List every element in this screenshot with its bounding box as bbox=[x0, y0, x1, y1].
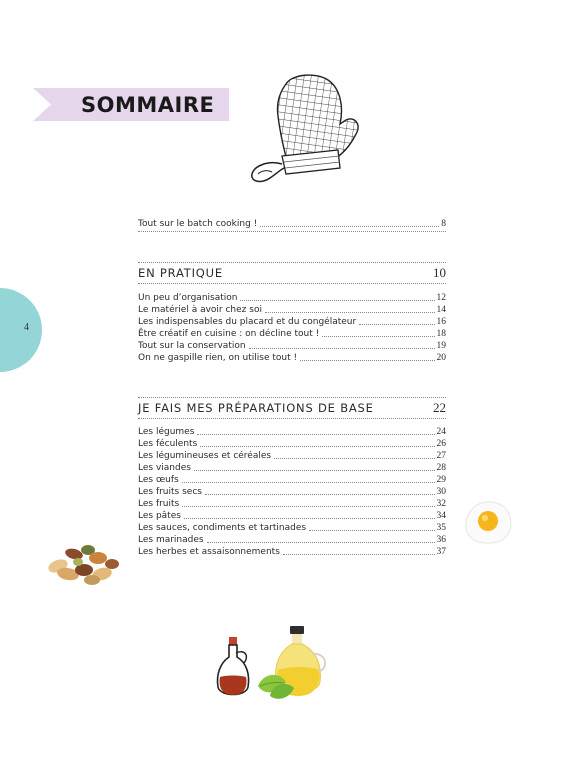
section-page: 10 bbox=[433, 265, 446, 280]
toc-entry-label: Un peu d’organisation bbox=[138, 293, 238, 303]
section-list bbox=[138, 292, 446, 364]
section-heading[interactable] bbox=[138, 262, 446, 284]
toc-entry[interactable] bbox=[138, 352, 446, 364]
toc-entry[interactable] bbox=[138, 534, 446, 546]
dot-leader bbox=[205, 493, 435, 495]
toc-entry[interactable] bbox=[138, 340, 446, 352]
nuts-icon bbox=[44, 540, 122, 588]
toc-entry[interactable] bbox=[138, 486, 446, 498]
section-title: EN PRATIQUE bbox=[138, 266, 223, 280]
toc-entry-label: Les fruits secs bbox=[138, 487, 202, 497]
dot-leader bbox=[182, 505, 434, 507]
toc-entry-page: 27 bbox=[436, 451, 446, 461]
section-title: JE FAIS MES PRÉPARATIONS DE BASE bbox=[138, 401, 374, 415]
dot-leader bbox=[197, 433, 434, 435]
toc-entry[interactable] bbox=[138, 316, 446, 328]
toc-intro bbox=[138, 218, 446, 232]
page-number: 4 bbox=[24, 322, 29, 333]
toc-entry-label: Tout sur le batch cooking ! bbox=[138, 219, 258, 229]
toc-entry[interactable] bbox=[138, 426, 446, 438]
toc-entry-label: Les œufs bbox=[138, 475, 179, 485]
toc-entry[interactable] bbox=[138, 438, 446, 450]
toc-entry-label: Les fruits bbox=[138, 499, 180, 509]
toc-entry-label: Les viandes bbox=[138, 463, 191, 473]
toc-entry-page: 37 bbox=[436, 547, 446, 557]
toc-entry-page: 35 bbox=[436, 523, 446, 533]
toc-entry-label: Les pâtes bbox=[138, 511, 181, 521]
dot-leader bbox=[300, 359, 434, 361]
toc-entry-label: Être créatif en cuisine : on décline tout ! bbox=[138, 329, 320, 339]
toc-entry-page: 24 bbox=[436, 427, 446, 437]
toc-entry[interactable] bbox=[138, 462, 446, 474]
toc-entry-label: Les légumes bbox=[138, 427, 195, 437]
toc-entry-page: 36 bbox=[436, 535, 446, 545]
toc-entry-label: On ne gaspille rien, on utilise tout ! bbox=[138, 353, 298, 363]
dot-leader bbox=[322, 335, 434, 337]
toc-entry-page: 12 bbox=[436, 293, 446, 303]
toc-entry-label: Les sauces, condiments et tartinades bbox=[138, 523, 307, 533]
toc-entry-page: 16 bbox=[436, 317, 446, 327]
toc-entry-page: 34 bbox=[436, 511, 446, 521]
toc-entry-page: 19 bbox=[436, 341, 446, 351]
toc-entry[interactable] bbox=[138, 522, 446, 534]
dot-leader bbox=[260, 225, 439, 227]
toc-entry-label: Les féculents bbox=[138, 439, 198, 449]
divider bbox=[138, 231, 446, 232]
toc-entry[interactable] bbox=[138, 510, 446, 522]
toc-entry-page: 20 bbox=[436, 353, 446, 363]
toc-entry-page: 30 bbox=[436, 487, 446, 497]
toc-entry-label: Les indispensables du placard et du congélateur bbox=[138, 317, 357, 327]
toc-entry[interactable] bbox=[138, 474, 446, 486]
dot-leader bbox=[265, 311, 435, 313]
toc-entry[interactable] bbox=[138, 292, 446, 304]
toc-entry-label: Les herbes et assaisonnements bbox=[138, 547, 280, 557]
toc-entry-page: 26 bbox=[436, 439, 446, 449]
dot-leader bbox=[274, 457, 434, 459]
toc-entry[interactable] bbox=[138, 304, 446, 316]
toc-entry-page: 28 bbox=[436, 463, 446, 473]
toc-entry-label: Le matériel à avoir chez soi bbox=[138, 305, 262, 315]
toc-entry-page: 18 bbox=[436, 329, 446, 339]
toc-entry-label: Les légumineuses et céréales bbox=[138, 451, 272, 461]
page-title: SOMMAIRE bbox=[81, 93, 215, 117]
dot-leader bbox=[359, 323, 434, 325]
section-page: 22 bbox=[433, 400, 446, 415]
toc-entry[interactable] bbox=[138, 450, 446, 462]
toc-entry[interactable] bbox=[138, 546, 446, 558]
toc-entry-page: 14 bbox=[436, 305, 446, 315]
dot-leader bbox=[207, 541, 435, 543]
dot-leader bbox=[200, 445, 434, 447]
toc-entry-page: 29 bbox=[436, 475, 446, 485]
toc-entry-page: 8 bbox=[441, 219, 446, 229]
dot-leader bbox=[283, 553, 435, 555]
toc-entry-label: Les marinades bbox=[138, 535, 204, 545]
dot-leader bbox=[309, 529, 434, 531]
section-heading[interactable] bbox=[138, 397, 446, 419]
toc-entry[interactable] bbox=[138, 218, 446, 230]
dot-leader bbox=[249, 347, 435, 349]
vinegar-bottle-icon bbox=[212, 635, 254, 701]
title-banner bbox=[33, 88, 229, 121]
section-list bbox=[138, 426, 446, 558]
toc-entry[interactable] bbox=[138, 498, 446, 510]
fried-egg-icon bbox=[463, 498, 513, 546]
toc-entry[interactable] bbox=[138, 328, 446, 340]
oven-mitt-icon bbox=[248, 72, 364, 184]
page-tab bbox=[0, 288, 42, 372]
dot-leader bbox=[240, 299, 434, 301]
toc-entry-page: 32 bbox=[436, 499, 446, 509]
toc-entry-label: Tout sur la conservation bbox=[138, 341, 246, 351]
dot-leader bbox=[184, 517, 435, 519]
dot-leader bbox=[194, 469, 435, 471]
dot-leader bbox=[182, 481, 435, 483]
oil-bottle-icon bbox=[256, 624, 332, 702]
